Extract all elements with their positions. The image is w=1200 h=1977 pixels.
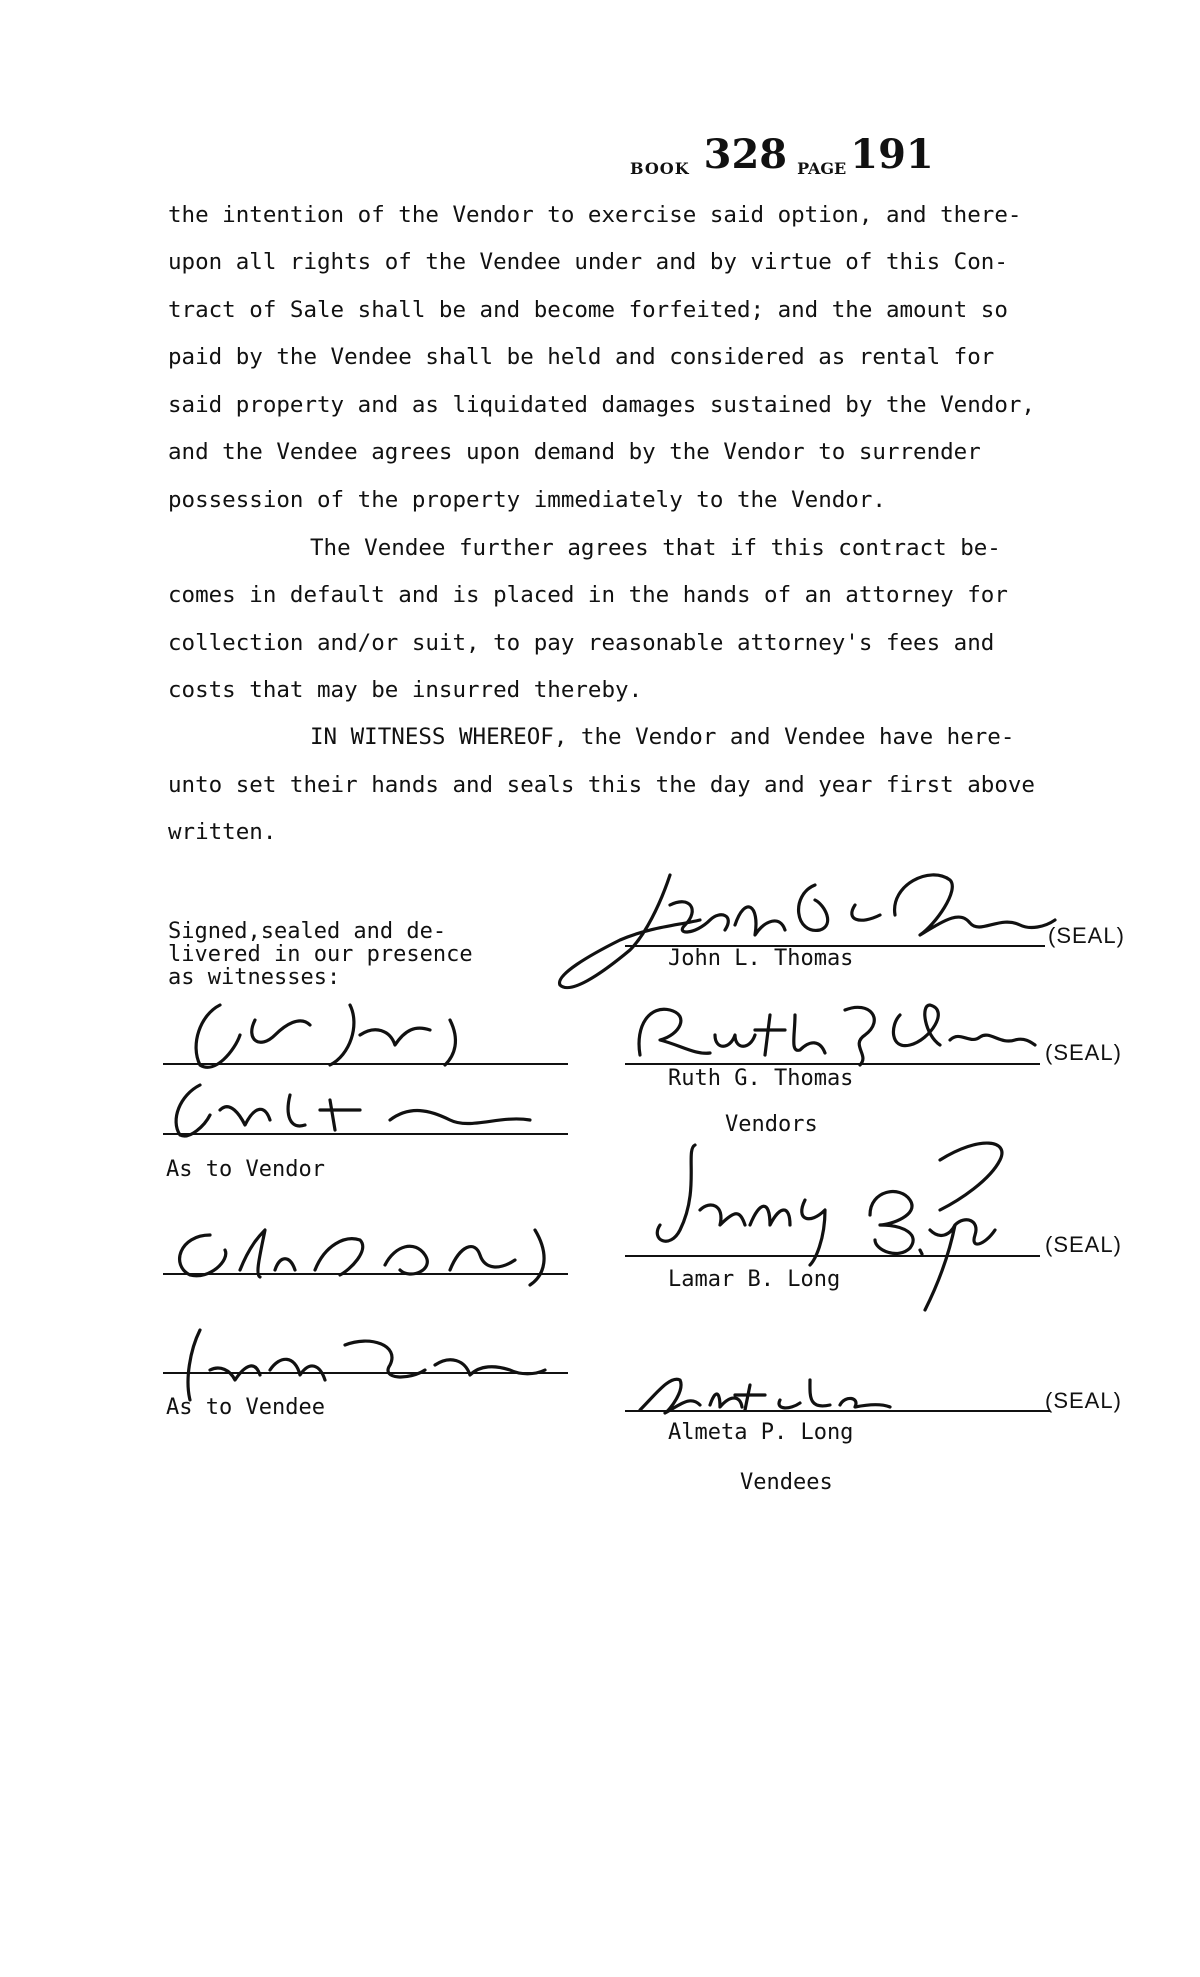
signer-name: John L. Thomas (668, 946, 854, 971)
text-line: and the Vendee agrees upon demand by the Vendor to surrender (168, 439, 981, 465)
seal-label: (SEAL) (1048, 923, 1125, 948)
text-line: tract of Sale shall be and become forfeited; and the amount so (168, 297, 1008, 323)
text-line: possession of the property immediately to the Vendor. (168, 487, 886, 513)
witness-intro-line: livered in our presence (168, 942, 473, 967)
book-page-stamp (630, 128, 934, 178)
signature-lamar-long (640, 1130, 1060, 1330)
text-line: unto set their hands and seals this the day and year first above (168, 772, 1035, 798)
as-to-vendor-label: As to Vendor (166, 1157, 325, 1182)
seal-label: (SEAL) (1045, 1232, 1122, 1257)
witness-intro (168, 920, 473, 989)
book-label: BOOK (630, 159, 690, 178)
page-label: PAGE (797, 159, 847, 178)
as-to-vendee-label: As to Vendee (166, 1395, 325, 1420)
witness-intro-line: Signed,sealed and de- (168, 919, 447, 944)
text-line: costs that may be insurred thereby. (168, 677, 643, 703)
witness-intro-line: as witnesses: (168, 965, 341, 990)
vendors-label: Vendors (725, 1112, 818, 1137)
signature-witness-3 (150, 1215, 570, 1295)
text-line: said property and as liquidated damages sustained by the Vendor, (168, 392, 1035, 418)
signature-ruth-thomas (620, 995, 1040, 1070)
text-line: written. (168, 819, 277, 845)
signature-almeta-long (630, 1365, 900, 1425)
signature-witness-1 (160, 995, 540, 1075)
text-line: the intention of the Vendor to exercise said option, and there- (168, 202, 1022, 228)
text-line: collection and/or suit, to pay reasonable attorney's fees and (168, 630, 995, 656)
signer-name: Almeta P. Long (668, 1420, 854, 1445)
signature-witness-2 (160, 1075, 560, 1145)
text-line: paid by the Vendee shall be held and considered as rental for (168, 344, 995, 370)
text-line: IN WITNESS WHEREOF, the Vendor and Vendee have here- (310, 724, 1015, 750)
signature-witness-4 (150, 1320, 550, 1410)
text-line: upon all rights of the Vendee under and by virtue of this Con- (168, 249, 1008, 275)
seal-label: (SEAL) (1045, 1040, 1122, 1065)
text-line: comes in default and is placed in the hands of an attorney for (168, 582, 1008, 608)
seal-label: (SEAL) (1045, 1388, 1122, 1413)
page-number: 191 (850, 131, 934, 178)
text-line: The Vendee further agrees that if this contract be- (310, 535, 1001, 561)
signer-name: Ruth G. Thomas (668, 1066, 854, 1091)
signature-john-thomas (550, 865, 1060, 1015)
vendees-label: Vendees (740, 1470, 833, 1495)
book-number: 328 (703, 131, 788, 178)
signer-name: Lamar B. Long (668, 1267, 841, 1292)
